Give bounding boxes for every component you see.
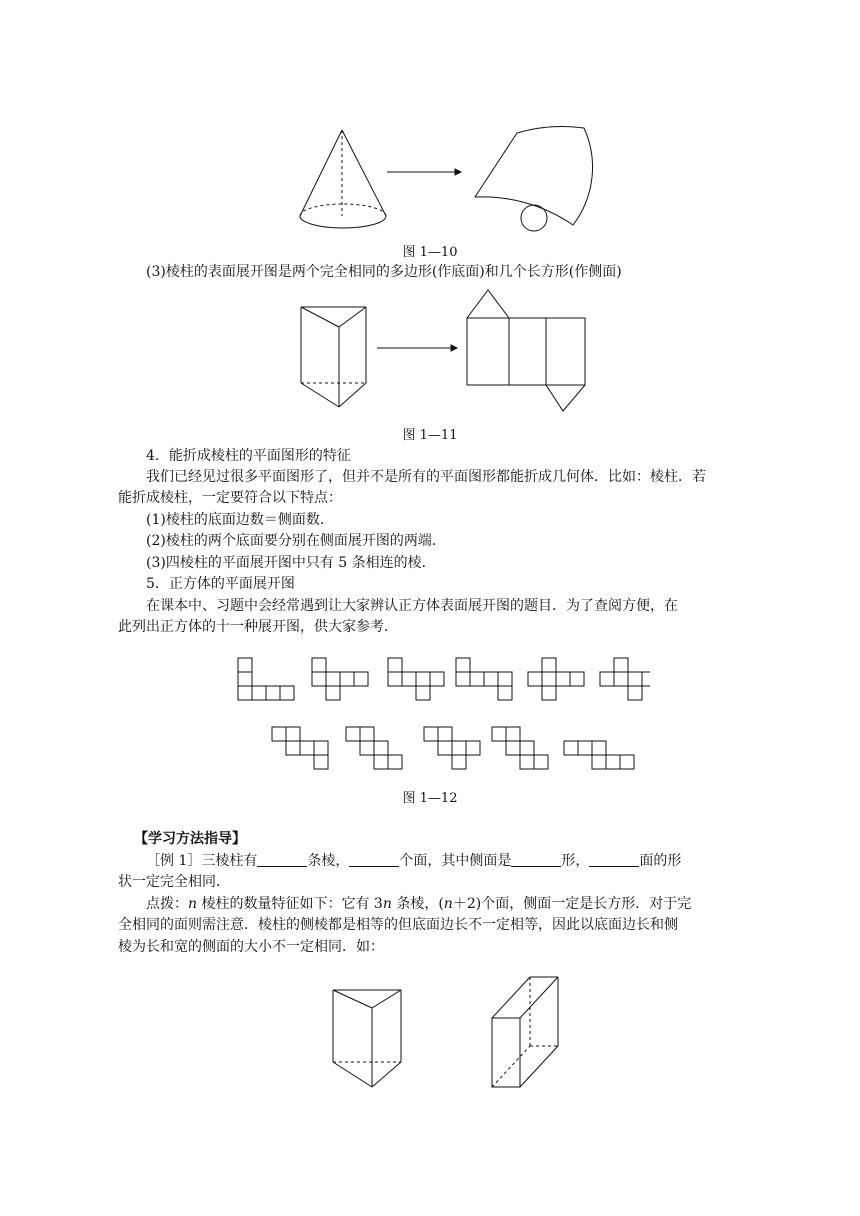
cube-face <box>280 686 294 700</box>
cube-face <box>354 672 368 686</box>
hint-text: 棱柱的数量特征如下：它有 3 <box>197 896 383 912</box>
cube-face <box>438 727 452 741</box>
prism-comparison-figure <box>325 965 575 1090</box>
cube-face <box>556 672 570 686</box>
hint-paragraph <box>146 894 691 914</box>
cube-face <box>388 658 402 672</box>
arrow-head <box>451 345 457 351</box>
cube-face <box>570 672 584 686</box>
cube-face <box>266 686 280 700</box>
cube-net-8 <box>346 727 402 769</box>
paragraph: 全相同的面则需注意．棱柱的侧棱都是相等的但底面边长不一定相等，因此以底面边长和侧 <box>118 917 678 933</box>
cube-face <box>492 727 506 741</box>
cube-face <box>484 672 498 686</box>
cone-figure <box>295 120 615 240</box>
cube-face <box>326 672 340 686</box>
cube-face <box>252 686 266 700</box>
cube-net-7 <box>272 727 328 769</box>
cube-face <box>452 755 466 769</box>
cube-face <box>542 686 556 700</box>
cube-face <box>452 741 466 755</box>
list-item: (2)棱柱的两个底面要分别在侧面展开图的两端． <box>146 533 446 549</box>
figure-caption: 图 1—12 <box>402 791 458 806</box>
cube-face <box>528 672 542 686</box>
cube-face <box>346 727 360 741</box>
example-question <box>146 851 681 871</box>
cube-face <box>614 658 628 672</box>
cube-face <box>534 755 548 769</box>
cube-face <box>326 686 340 700</box>
cube-face <box>506 727 520 741</box>
cube-face <box>542 658 556 672</box>
arrow-head <box>455 169 461 175</box>
cube-face <box>374 741 388 755</box>
cone-base-front <box>300 216 386 228</box>
cube-face <box>520 741 534 755</box>
cube-face <box>564 741 578 755</box>
cube-face <box>388 672 402 686</box>
cube-face <box>456 672 470 686</box>
cube-face <box>592 741 606 755</box>
cube-face <box>520 755 534 769</box>
cube-face <box>606 755 620 769</box>
cube-face <box>238 672 252 686</box>
cube-face <box>286 727 300 741</box>
figure-caption: 图 1—10 <box>402 245 458 260</box>
cube-face <box>542 672 556 686</box>
paragraph: 能折成棱柱，一定要符合以下特点： <box>118 490 342 506</box>
cube-face <box>430 672 444 686</box>
cube-face <box>314 755 328 769</box>
paragraph: 状一定完全相同． <box>118 874 230 890</box>
cube-net-1 <box>238 658 294 700</box>
cube-net-10 <box>492 727 548 769</box>
circle-net <box>521 205 547 231</box>
question-text: 形， <box>561 853 590 869</box>
cube-face <box>360 741 374 755</box>
cube-face <box>466 741 480 755</box>
cube-face <box>424 727 438 741</box>
cube-face <box>578 741 592 755</box>
cube-face <box>238 658 252 672</box>
cube-net-4 <box>456 658 512 700</box>
sector-net <box>475 126 593 225</box>
question-text: 条棱， <box>307 853 350 869</box>
cone-base-back <box>300 204 386 216</box>
answer-blank <box>589 852 639 867</box>
cube-face <box>498 686 512 700</box>
cube-face <box>592 755 606 769</box>
cube-face <box>470 672 484 686</box>
section-title: 4．能折成棱柱的平面图形的特征 <box>146 448 351 464</box>
hint-label: 点拨： <box>146 896 188 912</box>
list-item: (1)棱柱的底面边数＝侧面数． <box>146 512 334 528</box>
section-heading: 【学习方法指导】 <box>134 831 246 847</box>
cube-net-9 <box>424 727 480 769</box>
answer-blank <box>511 852 561 867</box>
cube-net-2 <box>312 658 368 700</box>
variable-n: n <box>188 896 198 912</box>
cube-net-5 <box>528 658 584 700</box>
question-text: 面的形 <box>639 853 682 869</box>
prism-net-sides <box>467 318 585 385</box>
cube-face <box>416 686 430 700</box>
cube-net-3 <box>388 658 444 700</box>
paragraph: 棱为长和宽的侧面的大小不一定相同．如： <box>118 939 384 955</box>
cube-net-11 <box>564 741 634 769</box>
cube-face <box>628 672 642 686</box>
cube-nets-figure <box>230 650 650 775</box>
cone-side-right <box>342 130 386 216</box>
section-title: 5．正方体的平面展开图 <box>146 576 295 592</box>
cube-face <box>314 741 328 755</box>
cube-face <box>360 727 374 741</box>
hint-text: 条棱，( <box>391 896 444 912</box>
cube-face <box>416 672 430 686</box>
cube-face <box>238 686 252 700</box>
question-text: 个面，其中侧面是 <box>399 853 512 869</box>
question-text: ［例 1］三棱柱有 <box>146 853 258 869</box>
cube-face <box>438 741 452 755</box>
cube-face <box>642 672 650 686</box>
cube-face <box>388 755 402 769</box>
paragraph: 此列出正方体的十一种展开图，供大家参考． <box>118 619 398 635</box>
cube-face <box>272 727 286 741</box>
cube-face <box>600 672 614 686</box>
answer-blank <box>349 852 399 867</box>
cube-face <box>374 755 388 769</box>
figure-caption: 图 1—11 <box>402 428 458 443</box>
prism-figure <box>295 285 595 415</box>
paragraph: (3)棱柱的表面展开图是两个完全相同的多边形(作底面)和几个长方形(作侧面) <box>146 264 622 280</box>
cone-side-left <box>300 130 342 216</box>
cube-face <box>340 672 354 686</box>
paragraph: 在课本中、习题中会经常遇到让大家辨认正方体表面展开图的题目．为了查阅方便，在 <box>146 598 678 614</box>
cube-net-6 <box>600 658 650 700</box>
list-item: (3)四棱柱的平面展开图中只有 5 条相连的棱． <box>146 555 436 571</box>
cube-face <box>456 658 470 672</box>
cube-face <box>402 672 416 686</box>
cube-face <box>628 686 642 700</box>
answer-blank <box>257 852 307 867</box>
variable-n: n <box>443 896 453 912</box>
cube-face <box>300 741 314 755</box>
cube-face <box>614 672 628 686</box>
cube-face <box>620 755 634 769</box>
cube-face <box>286 741 300 755</box>
cube-face <box>312 672 326 686</box>
cube-face <box>498 672 512 686</box>
cube-face <box>506 741 520 755</box>
variable-n: n <box>382 896 392 912</box>
hint-text: ＋2)个面，侧面一定是长方形．对于完 <box>452 896 692 912</box>
cube-face <box>312 658 326 672</box>
paragraph: 我们已经见过很多平面图形了，但并不是所有的平面图形都能折成几何体．比如：棱柱．若 <box>146 469 706 485</box>
